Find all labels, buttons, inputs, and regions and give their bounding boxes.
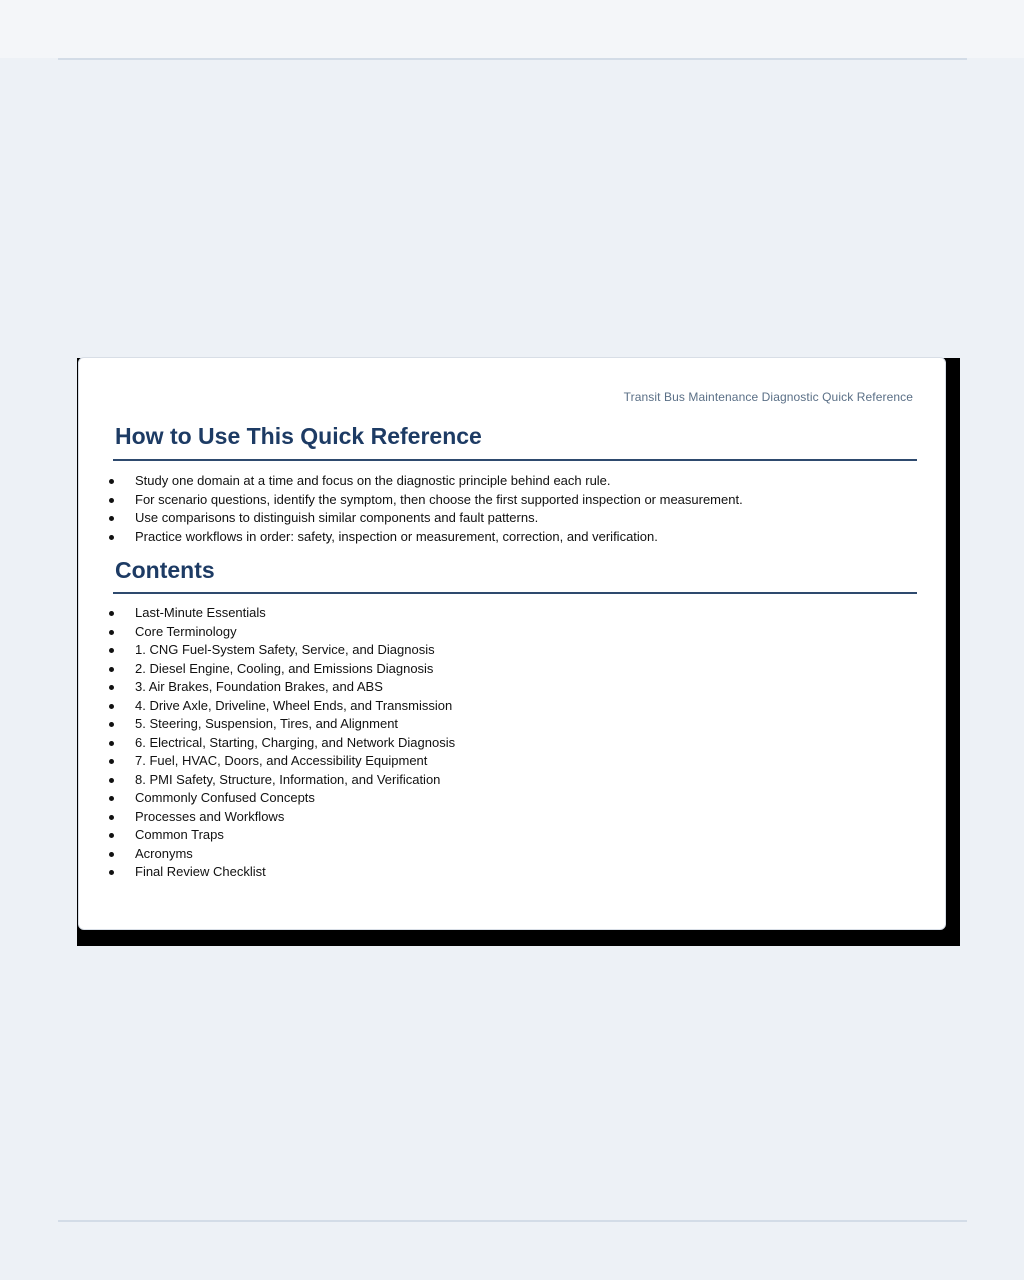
bottom-divider — [58, 1220, 967, 1222]
contents-item[interactable]: 6. Electrical, Starting, Charging, and Network Diagnosis — [79, 734, 909, 753]
contents-item[interactable]: Processes and Workflows — [79, 808, 909, 827]
contents-heading: Contents — [115, 557, 215, 583]
list-item: Study one domain at a time and focus on the diagnostic principle behind each rule. — [79, 472, 909, 491]
viewer-top-bar — [0, 0, 1024, 58]
contents-item[interactable]: Core Terminology — [79, 623, 909, 642]
how-to-use-heading-rule — [113, 459, 917, 461]
contents-item[interactable]: 7. Fuel, HVAC, Doors, and Accessibility Equipment — [79, 752, 909, 771]
contents-heading-rule — [113, 592, 917, 594]
running-header: Transit Bus Maintenance Diagnostic Quick Reference — [623, 390, 913, 404]
document-page — [78, 357, 946, 930]
contents-item[interactable]: Acronyms — [79, 845, 909, 864]
contents-item[interactable]: 5. Steering, Suspension, Tires, and Alignment — [79, 715, 909, 734]
how-to-use-list — [79, 472, 909, 546]
contents-item[interactable]: 8. PMI Safety, Structure, Information, and Verification — [79, 771, 909, 790]
how-to-use-heading: How to Use This Quick Reference — [115, 423, 482, 449]
list-item: For scenario questions, identify the symptom, then choose the first supported inspection or measurement. — [79, 491, 909, 510]
contents-item[interactable]: 2. Diesel Engine, Cooling, and Emissions Diagnosis — [79, 660, 909, 679]
contents-item[interactable]: Commonly Confused Concepts — [79, 789, 909, 808]
contents-item[interactable]: Last-Minute Essentials — [79, 604, 909, 623]
list-item: Use comparisons to distinguish similar components and fault patterns. — [79, 509, 909, 528]
top-divider — [58, 58, 967, 60]
contents-item[interactable]: 3. Air Brakes, Foundation Brakes, and ABS — [79, 678, 909, 697]
list-item: Practice workflows in order: safety, inspection or measurement, correction, and verification. — [79, 528, 909, 547]
contents-item[interactable]: 1. CNG Fuel-System Safety, Service, and Diagnosis — [79, 641, 909, 660]
contents-item[interactable]: 4. Drive Axle, Driveline, Wheel Ends, and Transmission — [79, 697, 909, 716]
contents-item[interactable]: Final Review Checklist — [79, 863, 909, 882]
contents-list — [79, 604, 909, 882]
contents-item[interactable]: Common Traps — [79, 826, 909, 845]
